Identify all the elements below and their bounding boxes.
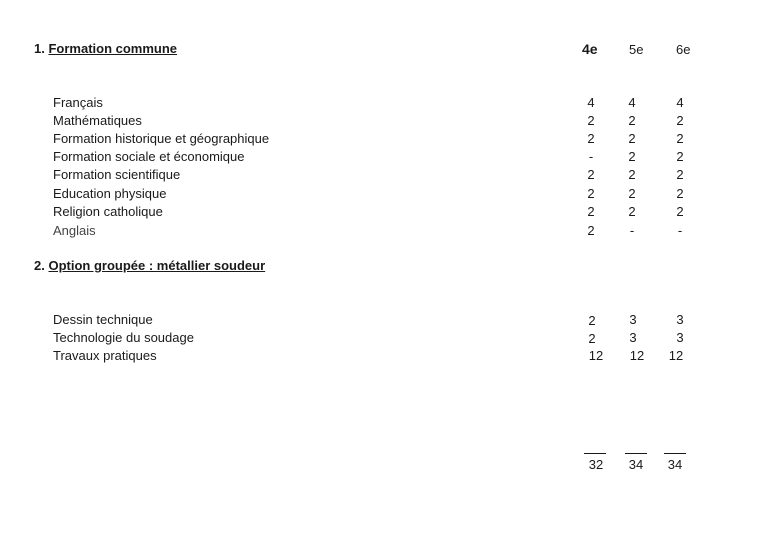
hours-5e: 2 — [628, 131, 636, 146]
section-number: 1. — [34, 41, 45, 56]
hours-5e: 2 — [628, 149, 636, 164]
total-rule-6e — [664, 453, 686, 454]
subject-label: Technologie du soudage — [53, 330, 194, 345]
hours-4e: 4 — [587, 95, 595, 110]
subject-label: Religion catholique — [53, 204, 163, 219]
hours-5e: - — [629, 223, 635, 238]
subject-label: Dessin technique — [53, 312, 153, 327]
subject-label: Travaux pratiques — [53, 348, 157, 363]
total-rule-5e — [625, 453, 647, 454]
hours-4e: 2 — [587, 204, 595, 219]
hours-5e: 3 — [629, 330, 637, 345]
subject-label: Formation sociale et économique — [53, 149, 245, 164]
column-header-5e: 5e — [629, 42, 644, 57]
hours-4e: 2 — [587, 167, 595, 182]
hours-5e: 12 — [629, 348, 645, 363]
section-heading-option-groupee — [34, 258, 265, 273]
section-title: Option groupée : métallier soudeur — [48, 258, 266, 273]
hours-6e: 3 — [676, 312, 684, 327]
hours-5e: 2 — [628, 167, 636, 182]
total-rule-4e — [584, 453, 606, 454]
subject-label: Anglais — [53, 223, 96, 238]
hours-5e: 3 — [629, 312, 637, 327]
subject-label: Français — [53, 95, 103, 110]
hours-4e: 12 — [588, 348, 604, 363]
total-4e: 32 — [588, 457, 604, 472]
section-number: 2. — [34, 258, 45, 273]
hours-4e: - — [588, 149, 594, 164]
hours-6e: 2 — [676, 167, 684, 182]
section-heading-formation-commune — [34, 41, 177, 56]
hours-6e: 12 — [668, 348, 684, 363]
hours-6e: 2 — [676, 149, 684, 164]
hours-6e: 2 — [676, 186, 684, 201]
hours-6e: 2 — [676, 204, 684, 219]
hours-4e: 2 — [587, 131, 595, 146]
column-header-4e: 4e — [582, 41, 598, 57]
hours-6e: - — [677, 223, 683, 238]
hours-4e: 2 — [587, 223, 595, 238]
subject-label: Formation historique et géographique — [53, 131, 270, 146]
hours-4e: 2 — [588, 313, 596, 328]
subject-label: Formation scientifique — [53, 167, 181, 182]
total-6e: 34 — [667, 457, 683, 472]
hours-6e: 3 — [676, 330, 684, 345]
column-header-6e: 6e — [676, 42, 691, 57]
total-5e: 34 — [628, 457, 644, 472]
section-title: Formation commune — [48, 41, 178, 56]
hours-4e: 2 — [587, 186, 595, 201]
hours-6e: 2 — [676, 131, 684, 146]
hours-5e: 2 — [628, 113, 636, 128]
hours-4e: 2 — [588, 331, 596, 346]
subject-label: Education physique — [53, 186, 167, 201]
hours-6e: 4 — [676, 95, 684, 110]
hours-5e: 2 — [628, 204, 636, 219]
subject-label: Mathématiques — [53, 113, 142, 128]
hours-4e: 2 — [587, 113, 595, 128]
hours-5e: 4 — [628, 95, 636, 110]
hours-5e: 2 — [628, 186, 636, 201]
hours-6e: 2 — [676, 113, 684, 128]
